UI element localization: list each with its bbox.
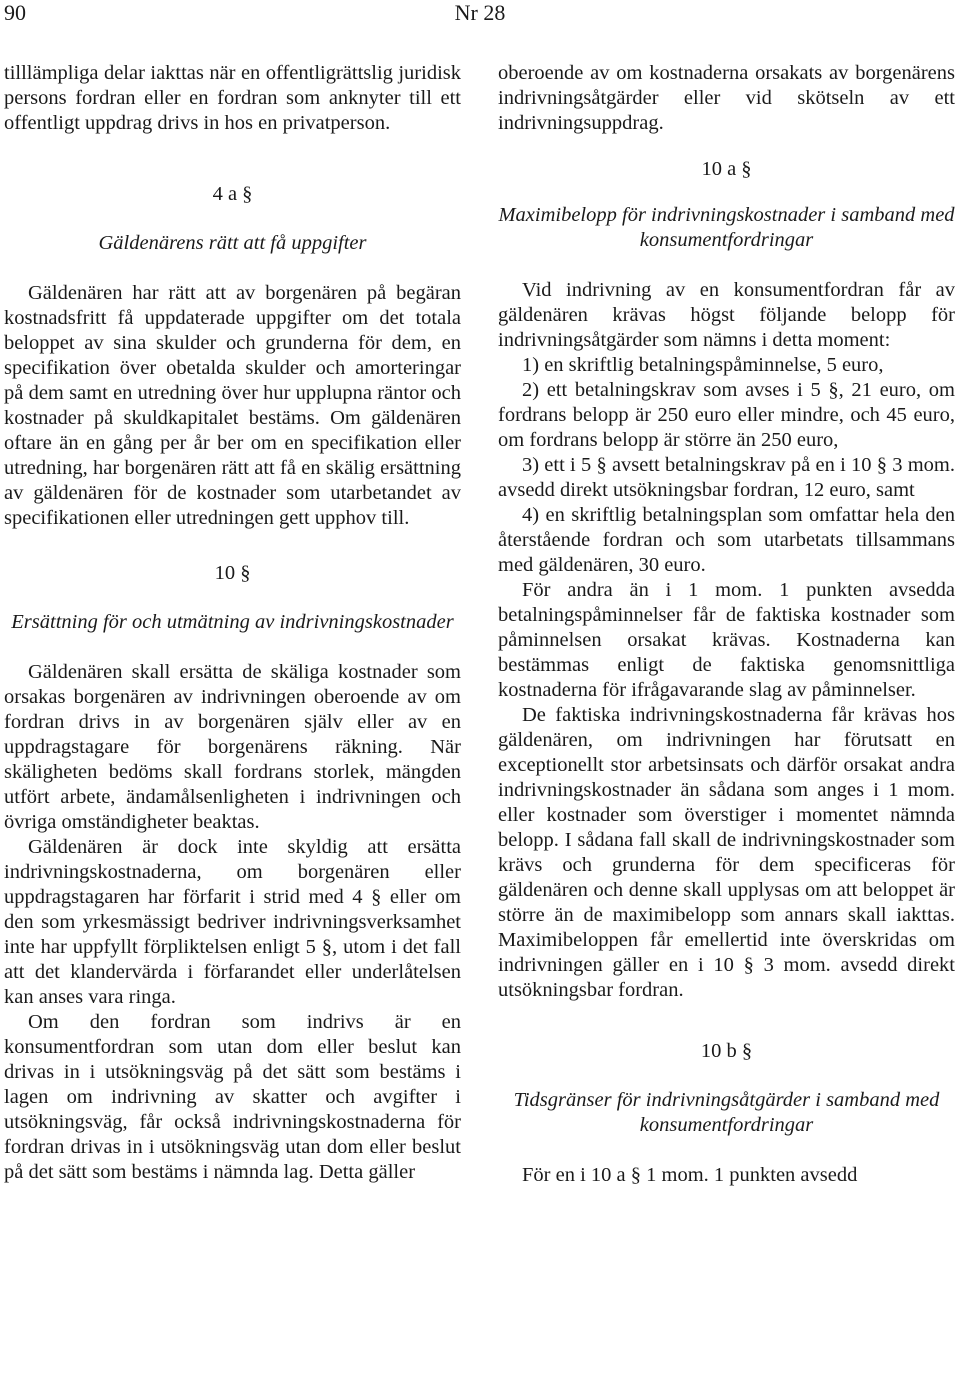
right-column bbox=[498, 61, 955, 1188]
section-4a-paragraph: Gäldenären har rätt att av borgenären på begäran kostnadsfritt få uppdaterade uppgifter om det totala beloppet av sina skulder och grunderna för dem, en specifikation över obetalda skulder och amorteringar på dem samt en utredning över hur upplupna räntor och kostnader på skuldkapitalet bestäms. Om gäldenären oftare än en gång per år ber om en specifikation eller utredning, har borgenären rätt att få en skälig ersättning av gäldenären för de kostnader som utarbetandet av specifikationen eller utredningen gett upphov till. bbox=[4, 282, 461, 529]
section-10-paragraph-3: Om den fordran som indrivs är en konsumentfordran som utan dom eller beslut kan drivas in i utsökningsväg på det sätt som bestäms i lagen om indrivning av skatter och avgifter i utsökningsväg, får också indrivningskostnaderna för fordran drivas in i utsökningsväg utan dom eller beslut på det sätt som bestäms i nämnda lag. Detta gäller bbox=[4, 1011, 461, 1183]
list-item-1: 1) en skriftlig betalningspåminnelse, 5 euro, bbox=[522, 354, 884, 376]
section-10-title: Ersättning för och utmätning av indrivningskostnader bbox=[11, 611, 454, 633]
section-10-paragraph-2: Gäldenären är dock inte skyldig att ersätta indrivningskostnaderna, om borgenären eller uppdragstagaren har förfarit i strid med 4 § eller om den som yrkesmässigt bedriver indrivningsverksamhet inte har uppfyllt förpliktelsen enligt 5 §, utom i det fall att det klandervärda i förfarandet eller underlåtelsen kan anses vara ringa. bbox=[4, 836, 461, 1008]
section-10a-paragraph-3: De faktiska indrivningskostnaderna får krävas hos gäldenären, om indrivningen har förutsatt en exceptionellt stor arbetsinsats och därför orsakat andra indrivningskostnader än sådana som anges i 1 mom. eller kostnader som överstiger i momentet nämnda belopp. I sådana fall skall de indrivningskostnader som krävs och grunderna för dem specificeras för gäldenären och denne skall upplysas om att beloppet är större än de maximibelopp som annars skall iakttas. Maximibeloppen får emellertid inte överskridas om indrivningen gäller en i 10 § 3 mom. avsedd direkt utsökningsbar fordran. bbox=[498, 704, 955, 1001]
list-item-4: 4) en skriftlig betalningsplan som omfattar hela den återstående fordran och som utarbetats tillsammans med gäldenären, 30 euro. bbox=[498, 504, 955, 576]
section-10-paragraph-1: Gäldenären skall ersätta de skäliga kostnader som orsakas borgenären av indrivningen oberoende av om fordran drivs in av borgenären själv eller av en uppdragstagare för borgenärens räkning. När skäligheten bedöms skall fordrans storlek, mängden utfört arbete, ändamålsenligheten i indrivningen och övriga omständigheter beaktas. bbox=[4, 661, 461, 833]
section-10b-number: 10 b § bbox=[700, 1040, 753, 1062]
page-header bbox=[0, 0, 960, 28]
intro-paragraph: tilllämpliga delar iakttas när en offentligrättslig juridisk persons fordran eller en fordran som anknyter till ett offentligt uppdrag drivs in hos en privatperson. bbox=[4, 62, 461, 134]
section-10b-title: Tidsgränser för indrivningsåtgärder i samband med konsumentfordringar bbox=[513, 1089, 940, 1136]
section-10-number: 10 § bbox=[214, 562, 251, 584]
continuation-paragraph: oberoende av om kostnaderna orsakats av borgenärens indrivningsåtgärder eller vid skötseln av ett indrivningsuppdrag. bbox=[498, 62, 955, 134]
section-4a-title: Gäldenärens rätt att få uppgifter bbox=[98, 232, 367, 254]
issue-number: Nr 28 bbox=[454, 0, 506, 25]
section-10a-number: 10 a § bbox=[701, 158, 752, 180]
left-column bbox=[4, 61, 461, 1185]
list-item-3: 3) ett i 5 § avsett betalningskrav på en i 10 § 3 mom. avsedd direkt utsökningsbar fordran, 12 euro, samt bbox=[498, 454, 955, 501]
list-item-2: 2) ett betalningskrav som avses i 5 §, 21 euro, om fordrans belopp är 250 euro eller mindre, och 45 euro, om fordrans belopp är större än 250 euro, bbox=[498, 379, 955, 451]
page-number: 90 bbox=[4, 0, 26, 25]
section-10a-paragraph-1: Vid indrivning av en konsumentfordran får av gäldenären krävas högst följande belopp för indrivningsåtgärder som nämns i detta moment: bbox=[498, 279, 955, 351]
section-4a-number: 4 a § bbox=[212, 183, 253, 205]
section-10b-paragraph-1: För en i 10 a § 1 mom. 1 punkten avsedd bbox=[522, 1164, 858, 1186]
section-10a-title: Maximibelopp för indrivningskostnader i samband med konsumentfordringar bbox=[498, 204, 955, 251]
section-10a-paragraph-2: För andra än i 1 mom. 1 punkten avsedda betalningspåminnelser får de faktiska kostnader som påminnelsen orsakat krävas. Kostnaderna kan bestämmas enligt de faktiska genomsnittliga kostnaderna för ifrågavarande slag av påminnelser. bbox=[498, 579, 955, 701]
